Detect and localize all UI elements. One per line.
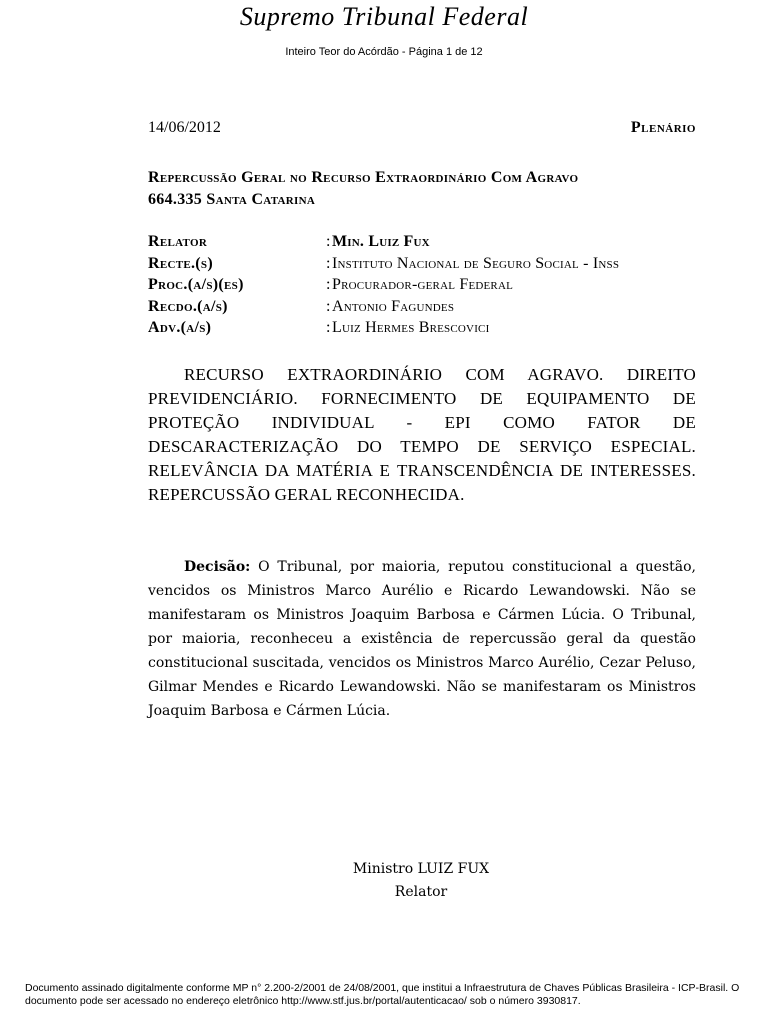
party-name: Antonio Fagundes bbox=[332, 297, 455, 315]
footer-line-1: Documento assinado digitalmente conforme MP n° 2.200-2/2001 de 24/08/2001, que institui a Infraestrutura de Chaves Públicas Brasileira - ICP-Brasil. O bbox=[25, 982, 740, 994]
party-separator: : bbox=[326, 276, 331, 293]
case-title bbox=[148, 167, 696, 211]
party-name: Instituto Nacional de Seguro Social - Inss bbox=[332, 254, 620, 272]
signature-block bbox=[0, 858, 768, 904]
footer-line-2: documento pode ser acessado no endereço eletrônico http://www.stf.jus.br/portal/autenticacao/ sob o número 3930817. bbox=[25, 995, 581, 1007]
party-row-adv bbox=[148, 317, 708, 339]
case-title-line-2: 664.335 Santa Catarina bbox=[148, 191, 316, 208]
party-row-proc bbox=[148, 274, 708, 296]
digital-signature-footer bbox=[25, 982, 745, 1008]
party-name: Min. Luiz Fux bbox=[332, 233, 430, 250]
party-separator: : bbox=[326, 319, 331, 336]
signature-name: Ministro LUIZ FUX bbox=[352, 861, 490, 877]
party-role: Recdo.(a/s) bbox=[148, 297, 228, 315]
page-info: Inteiro Teor do Acórdão - Página 1 de 12 bbox=[285, 46, 483, 58]
party-role: Recte.(s) bbox=[148, 254, 213, 272]
decision-label: Decisão: bbox=[184, 559, 251, 575]
case-title-line-1: Repercussão Geral no Recurso Extraordinário Com Agravo bbox=[148, 169, 579, 186]
party-role: Adv.(a/s) bbox=[148, 319, 212, 336]
ementa-paragraph: RECURSO EXTRAORDINÁRIO COM AGRAVO. DIREITO PREVIDENCIÁRIO. FORNECIMENTO DE EQUIPAMENTO DE PROTEÇÃO INDIVIDUAL - EPI COMO FATOR DE DESCARACTERIZAÇÃO DO TEMPO DE SERVIÇO ESPECIAL. RELEVÂNCIA DA MATÉRIA E TRANSCENDÊNCIA DE INTERESSES. REPERCUSSÃO GERAL RECONHECIDA. bbox=[148, 365, 696, 504]
party-separator: : bbox=[326, 233, 331, 250]
party-separator: : bbox=[326, 297, 331, 315]
court-title: Supremo Tribunal Federal bbox=[239, 2, 529, 31]
party-row-relator bbox=[148, 231, 708, 253]
party-name: Luiz Hermes Brescovici bbox=[332, 319, 490, 336]
document-header-row bbox=[148, 119, 696, 137]
party-role: Relator bbox=[148, 233, 208, 250]
party-row-recte bbox=[148, 253, 708, 275]
decision-text: O Tribunal, por maioria, reputou constitucional a questão, vencidos os Ministros Marco Aurélio e Ricardo Lewandowski. Não se manifestaram os Ministros Joaquim Barbosa e Cármen Lúcia. O Tribunal, por maioria, reconheceu a existência de repercussão geral da questão constitucional suscitada, vencidos os Ministros Marco Aurélio, Cezar Peluso, Gilmar Mendes e Ricardo Lewandowski. Não se manifestaram os Ministros Joaquim Barbosa e Cármen Lúcia. bbox=[148, 559, 696, 719]
parties-list bbox=[148, 231, 708, 339]
document-date: 14/06/2012 bbox=[148, 119, 221, 136]
party-separator: : bbox=[326, 254, 331, 272]
decision-paragraph bbox=[148, 555, 696, 723]
signature-title: Relator bbox=[394, 884, 448, 900]
party-row-recdo bbox=[148, 296, 708, 318]
party-name: Procurador-geral Federal bbox=[332, 276, 514, 293]
party-role: Proc.(a/s)(es) bbox=[148, 276, 244, 293]
session-type: Plenário bbox=[630, 119, 696, 136]
